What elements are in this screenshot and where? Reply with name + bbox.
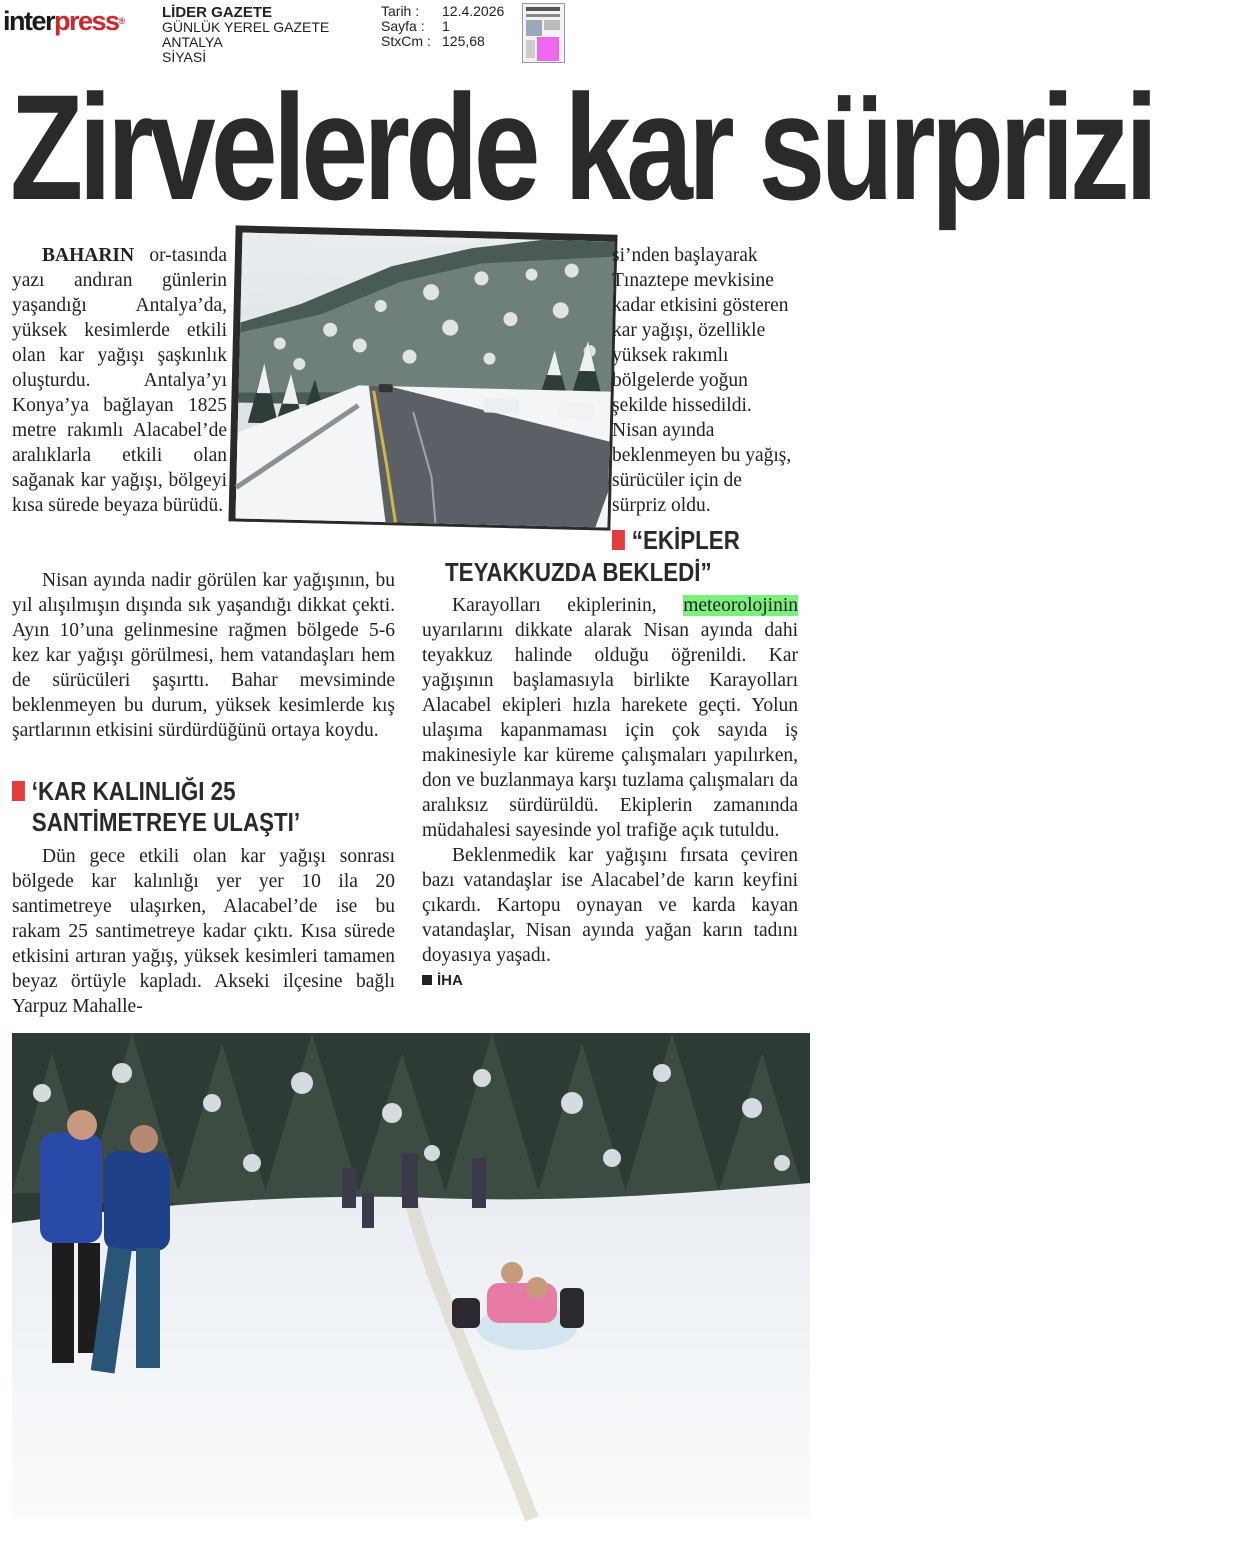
- column-1-mid: [12, 568, 395, 743]
- clipping-meta: [381, 4, 521, 49]
- sledding-photo: [12, 1033, 810, 1519]
- snowy-road-photo: [228, 225, 617, 530]
- paragraph-5: Karayolları ekiplerinin, meteorolojinin uyarılarını dikkate alarak Nisan ayında dahi teyakkuz halinde olduğu öğrenildi. Kar yağışının başlamasıyla birlikte Karayolları Alacabel ekipleri hızla harekete geçti. Yolun ulaşıma kapanmaması için çok sayıda iş makinesiyle kar küreme çalışmaları yapılırken, don ve buzlanmaya karşı tuzlama çalışmaları da aralıksız sürdürüldü. Ekiplerin zamanında müdahalesi sayesinde yol trafiğe açık tutuldu.: [422, 595, 798, 841]
- page-value: 1: [442, 18, 450, 34]
- sledding-image: [12, 1033, 810, 1519]
- highlighted-word: meteorolojinin: [683, 595, 798, 616]
- date-label: Tarih :: [381, 3, 420, 19]
- date-value: 12.4.2026: [442, 3, 505, 19]
- interpress-logo: interpress®: [3, 6, 124, 36]
- column-1-bottom: [12, 844, 395, 1019]
- subhead-ekipler-line2: TEYAKKUZDA BEKLEDİ”: [445, 557, 712, 587]
- paragraph-1: or-tasında yazı andıran günlerin yaşandığı Antalya’da, yüksek kesimlerde etkili olan kar yağışı şaşkınlık oluşturdu. Antalya’yı Konya’ya bağlayan 1825 metre rakımlı Alacabel’de aralıklarla etkili olan sağanak kar yağışı, bölgeyi kısa sürede beyaza bürüdü.: [12, 245, 227, 516]
- column-1-top: [12, 243, 227, 518]
- lead-word: BAHARIN: [42, 245, 135, 266]
- article-headline: Zirvelerde kar sürprizi: [10, 63, 1154, 231]
- page-thumbnail[interactable]: [522, 3, 565, 63]
- paragraph-6: Beklenmedik kar yağışını fırsata çeviren bazı vatandaşlar ise Alacabel’de karın keyfini çıkardı. Kartopu oynayan ve karda kayan vatandaşlar, Nisan ayında yağan karın tadını doyasıya yaşadı.: [422, 845, 798, 966]
- paragraph-3: Dün gece etkili olan kar yağışı sonrası bölgede kar kalınlığı yer yer 10 ila 20 santimetreye ulaşırken, Alacabel’de ise bu rakam 25 santimetreye kadar çıktı. Kısa sürede etkisini artıran yağış, yüksek kesimleri tamamen beyaz örtüyle kapladı. Akseki ilçesine bağlı Yarpuz Mahalle-: [12, 846, 395, 1017]
- subhead-kar-kalinligi: ‘KAR KALINLIĞI 25 SANTİMETREYE ULAŞTI’: [12, 776, 300, 838]
- publication-category: SİYASİ: [162, 49, 207, 65]
- red-square-marker: [612, 530, 625, 550]
- column-2-mid: [422, 593, 798, 993]
- snowy-road-image: [236, 233, 615, 528]
- publication-info: [162, 5, 372, 65]
- page-label: Sayfa :: [381, 18, 425, 34]
- red-square-marker: [12, 781, 25, 801]
- publication-name: LİDER GAZETE: [162, 4, 273, 21]
- paragraph-2: Nisan ayında nadir görülen kar yağışının, bu yıl alışılmışın dışında sık yaşandığı dikkat çekti. Ayın 10’una gelinmesine rağmen bölgede 5-6 kez kar yağışı görülmesi, hem vatandaşları hem de sürücüleri şaşırttı. Bahar mevsiminde beklenmeyen bu durum, yüksek kesimlerde kış şartlarının etkisini sürdürdüğünü ortaya koydu.: [12, 570, 395, 741]
- publication-type: GÜNLÜK YEREL GAZETE: [162, 19, 330, 35]
- paragraph-4: si’nden başlayarak Tınaztepe mevkisine kadar etkisini gösteren kar yağışı, özellikle yüksek rakımlı bölgelerde yoğun şekilde hissedildi. Nisan ayında beklenmeyen bu yağış, sürücüler için de sürpriz oldu.: [612, 245, 792, 516]
- size-label: StxCm :: [381, 33, 431, 49]
- publication-city: ANTALYA: [162, 34, 223, 50]
- column-2-top: [612, 243, 797, 518]
- size-value: 125,68: [442, 33, 485, 49]
- subhead-ekipler: “EKİPLER: [612, 525, 740, 556]
- news-agency-credit: İHA: [422, 968, 798, 993]
